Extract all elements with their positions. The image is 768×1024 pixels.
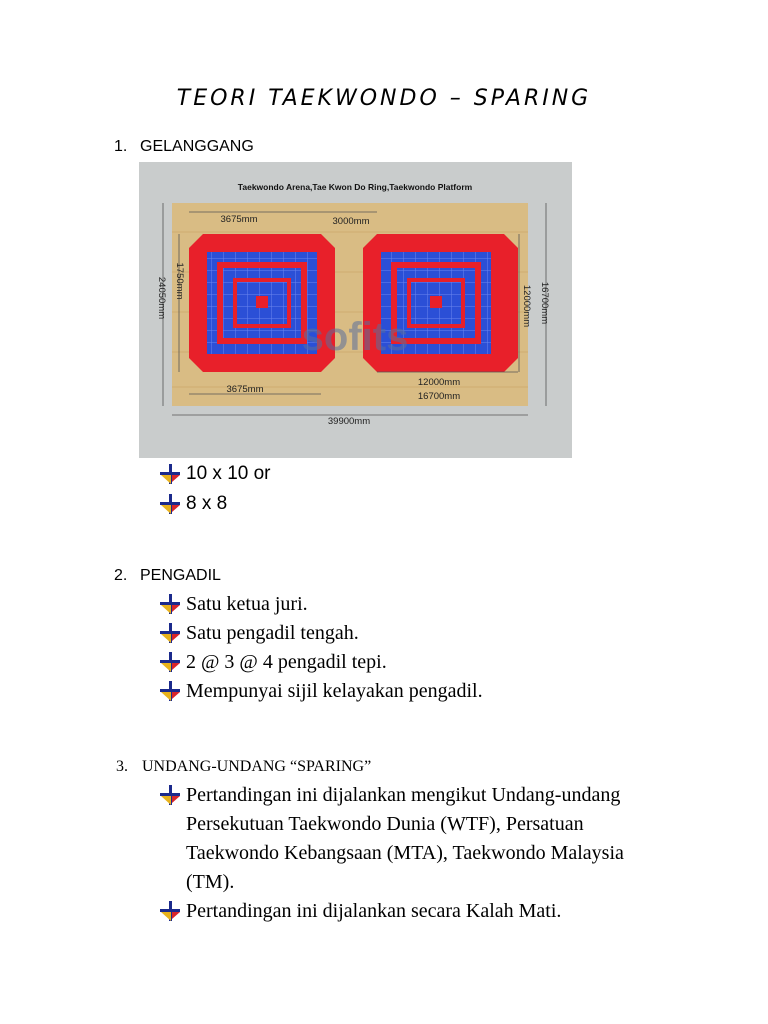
section-number: 3. bbox=[116, 758, 128, 775]
list-item-text: 2 @ 3 @ 4 pengadil tepi. bbox=[186, 651, 387, 673]
arrow-bullet-icon bbox=[160, 901, 182, 921]
dim-right-inner: 12000mm bbox=[521, 284, 532, 328]
rules-list bbox=[160, 781, 640, 926]
list-item-text: 10 x 10 or bbox=[186, 463, 271, 484]
list-item-text: Mempunyai sijil kelayakan pengadil. bbox=[186, 680, 483, 702]
list-item-text: 8 x 8 bbox=[186, 493, 228, 514]
section-1-heading bbox=[114, 138, 254, 156]
dim-top-left: 3675mm bbox=[220, 214, 258, 225]
list-item bbox=[160, 489, 271, 519]
dim-bottom-outer: 16700mm bbox=[417, 391, 461, 402]
watermark-text: sofits bbox=[301, 315, 409, 359]
list-item bbox=[160, 781, 640, 897]
section-title: GELANGGANG bbox=[140, 138, 254, 155]
list-item-text: Pertandingan ini dijalankan secara Kalah Mati. bbox=[186, 900, 562, 922]
list-item bbox=[160, 677, 483, 706]
list-item bbox=[160, 590, 483, 619]
section-title: UNDANG-UNDANG “SPARING” bbox=[142, 758, 372, 775]
list-item bbox=[160, 648, 483, 677]
referee-list bbox=[160, 590, 483, 706]
arrow-bullet-icon bbox=[160, 785, 182, 805]
list-item-text: Pertandingan ini dijalankan mengikut Undang-undang Persekutuan Taekwondo Dunia (WTF), Persatuan Taekwondo Kebangsaan (MTA), Taekwondo Malaysia (TM). bbox=[186, 784, 624, 893]
section-2-heading bbox=[114, 567, 221, 585]
dim-bottom-left: 3675mm bbox=[226, 384, 264, 395]
section-number: 2. bbox=[114, 567, 128, 584]
section-number: 1. bbox=[114, 138, 128, 155]
figure-caption: Taekwondo Arena,Tae Kwon Do Ring,Taekwondo Platform bbox=[237, 182, 473, 192]
arena-diagram-image bbox=[139, 162, 572, 458]
dim-bottom-inner: 12000mm bbox=[417, 377, 461, 388]
arrow-bullet-icon bbox=[160, 464, 182, 484]
list-item bbox=[160, 459, 271, 489]
arrow-bullet-icon bbox=[160, 623, 182, 643]
ring-size-list bbox=[160, 459, 271, 519]
dim-top-middle: 3000mm bbox=[332, 216, 370, 227]
list-item-text: Satu ketua juri. bbox=[186, 593, 308, 615]
section-title: PENGADIL bbox=[140, 567, 221, 584]
dim-right-outer: 16700mm bbox=[539, 281, 550, 325]
arrow-bullet-icon bbox=[160, 594, 182, 614]
dim-bottom-total: 39900mm bbox=[327, 416, 371, 427]
list-item bbox=[160, 897, 640, 926]
arrow-bullet-icon bbox=[160, 494, 182, 514]
dim-left-inner: 1750mm bbox=[174, 262, 185, 300]
list-item bbox=[160, 619, 483, 648]
page-title: TEORI TAEKWONDO – SPARING bbox=[176, 86, 592, 111]
list-item-text: Satu pengadil tengah. bbox=[186, 622, 359, 644]
section-3-heading bbox=[116, 758, 371, 776]
dim-left-outer: 24050mm bbox=[156, 276, 167, 320]
arrow-bullet-icon bbox=[160, 652, 182, 672]
arrow-bullet-icon bbox=[160, 681, 182, 701]
